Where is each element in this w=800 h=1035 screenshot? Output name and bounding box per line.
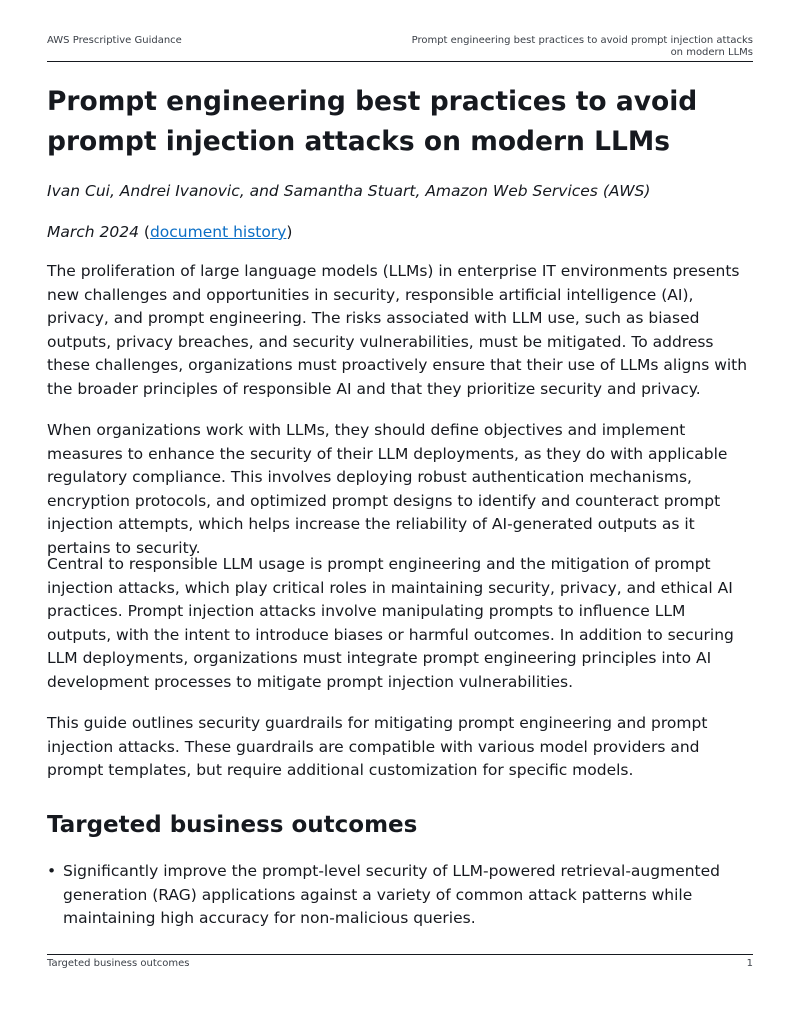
header-doc-series: AWS Prescriptive Guidance (47, 35, 182, 46)
intro-paragraph-2: When organizations work with LLMs, they should define objectives and implement measures to enhance the security of their LLM deployments, as they do with applicable regulatory compliance. This involves deploying robust authentication mechanisms, encryption protocols, and optimized prompt designs to identify and counteract prompt injection attempts, which helps increase the reliability of AI-generated outputs as it pertains to security. (47, 421, 728, 557)
document-history-link[interactable]: document history (149, 223, 287, 241)
header-doc-title (393, 35, 753, 59)
date-paren-close: ) (286, 223, 293, 241)
date-line (47, 221, 753, 243)
header-doc-title-line2: on modern LLMs (670, 47, 753, 58)
list-item-text: Significantly improve the prompt-level security of LLM-powered retrieval-augmented generation (RAG) applications against a variety of common attack patterns while maintaining high accuracy for non-malicious queries. (63, 862, 721, 928)
intro-paragraph-4: This guide outlines security guardrails for mitigating prompt engineering and prompt injection attacks. These guardrails are compatible with various model providers and prompt templates, but require additional customization for specific models. (47, 714, 708, 780)
section-heading: Targeted business outcomes (47, 812, 418, 838)
header-doc-title-line1: Prompt engineering best practices to avoid prompt injection attacks (411, 35, 753, 46)
intro-paragraph-3: Central to responsible LLM usage is prompt engineering and the mitigation of prompt injection attacks, which play critical roles in maintaining security, privacy, and ethical AI practices. Prompt injection attacks involve manipulating prompts to influence LLM outputs, with the intent to introduce biases or harmful outcomes. In addition to securing LLM deployments, organizations must integrate prompt engineering principles into AI development processes to mitigate prompt injection vulnerabilities. (47, 555, 734, 691)
page-header (47, 34, 753, 62)
page-footer (47, 954, 753, 969)
footer-section-name: Targeted business outcomes (47, 958, 190, 969)
list-item (47, 860, 753, 931)
bullet-icon: • (47, 862, 57, 880)
date-paren-open: ( (138, 223, 150, 241)
intro-paragraph-1: The proliferation of large language models (LLMs) in enterprise IT environments presents new challenges and opportunities in security, responsible artificial intelligence (AI), privacy, and prompt engineering. The risks associated with LLM use, such as biased outputs, privacy breaches, and security vulnerabilities, must be mitigated. To address these challenges, organizations must proactively ensure that their use of LLMs aligns with the broader principles of responsible AI and that they prioritize security and privacy. (47, 262, 748, 398)
outcomes-list (47, 860, 753, 931)
page-number: 1 (746, 958, 753, 969)
publication-date: March 2024 (47, 223, 139, 241)
page-title: Prompt engineering best practices to avoid prompt injection attacks on modern LLMs (47, 86, 698, 157)
authors-line: Ivan Cui, Andrei Ivanovic, and Samantha Stuart, Amazon Web Services (AWS) (47, 182, 651, 200)
